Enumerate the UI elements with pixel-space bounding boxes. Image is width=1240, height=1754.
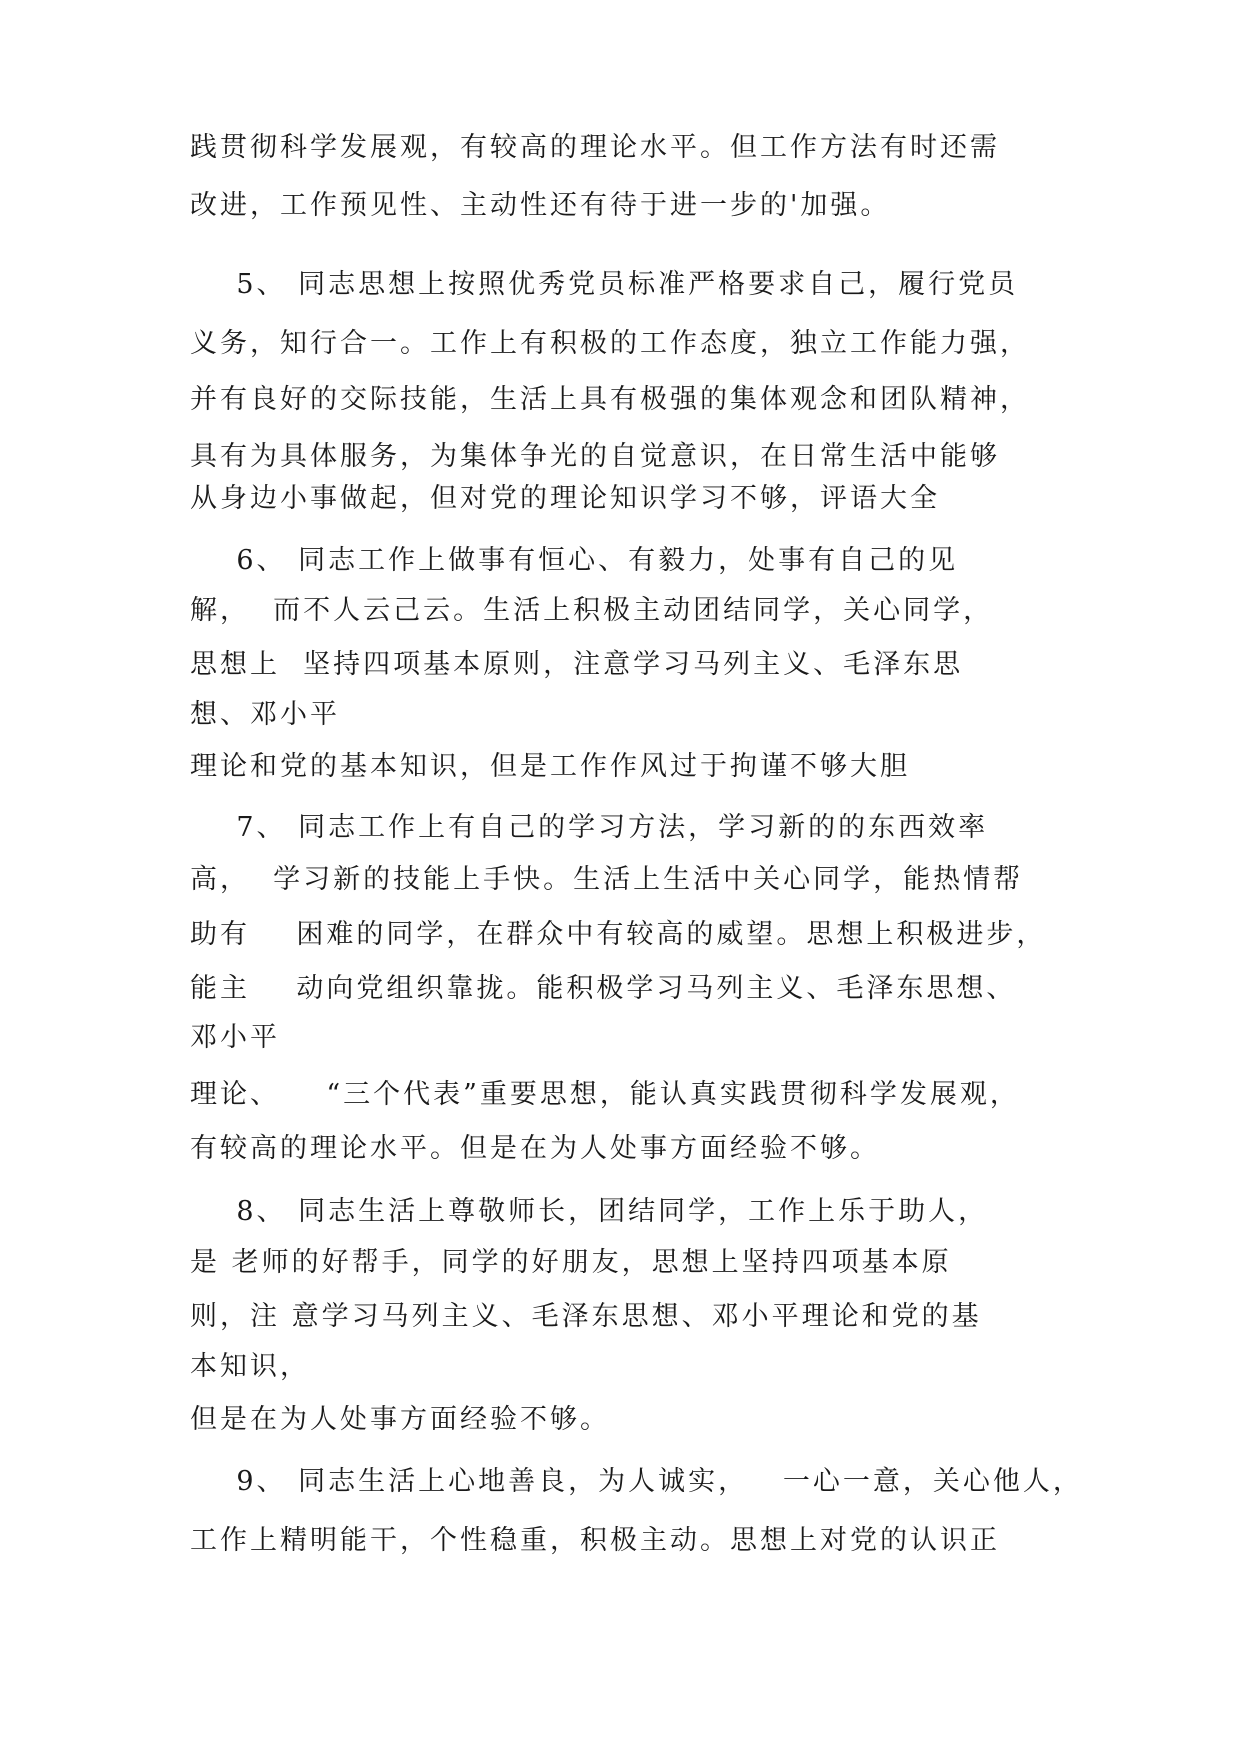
text-line: 践贯彻科学发展观，有较高的理论水平。但工作方法有时还需 [190,132,1000,163]
text-line: 工作上精明能干，个性稳重，积极主动。思想上对党的认识正 [190,1525,1000,1556]
text-line: 高， 学习新的技能上手快。生活上生活中关心同学，能热情帮 [190,864,1024,895]
text-line: 理论和党的基本知识，但是工作作风过于拘谨不够大胆 [190,751,910,782]
text-line: 7、 同志工作上有自己的学习方法，学习新的的东西效率 [190,812,989,843]
text-line: 是 老师的好帮手，同学的好朋友，思想上坚持四项基本原 [190,1247,952,1278]
text-line: 5、 同志思想上按照优秀党员标准严格要求自己，履行党员 [190,269,1019,300]
text-line: 从身边小事做起，但对党的理论知识学习不够，评语大全 [190,483,940,514]
text-line: 则，注 意学习马列主义、毛泽东思想、邓小平理论和党的基 [190,1301,982,1332]
text-line: 具有为具体服务，为集体争光的自觉意识，在日常生活中能够 [190,441,1000,472]
text-line: 8、 同志生活上尊敬师长，团结同学，工作上乐于助人， [190,1196,989,1227]
text-line: 本知识， [190,1351,310,1382]
text-line: 助有 困难的同学，在群众中有较高的威望。思想上积极进步， [190,919,1047,950]
text-line: 有较高的理论水平。但是在为人处事方面经验不够。 [190,1133,880,1164]
text-line: 想、邓小平 [190,699,340,730]
text-line: 但是在为人处事方面经验不够。 [190,1404,610,1435]
text-line: 6、 同志工作上做事有恒心、有毅力，处事有自己的见 [190,545,959,576]
text-line: 改进，工作预见性、主动性还有待于进一步的'加强。 [190,190,891,221]
text-line: 解， 而不人云己云。生活上积极主动团结同学，关心同学， [190,595,994,626]
text-line: 并有良好的交际技能，生活上具有极强的集体观念和团队精神， [190,384,1030,415]
text-line: 思想上 坚持四项基本原则，注意学习马列主义、毛泽东思 [190,649,964,680]
text-line: 能主 动向党组织靠拢。能积极学习马列主义、毛泽东思想、 [190,973,1017,1004]
text-line: 9、 同志生活上心地善良，为人诚实， 一心一意，关心他人， [190,1466,1083,1497]
text-line: 义务，知行合一。工作上有积极的工作态度，独立工作能力强， [190,328,1030,359]
text-line: 邓小平 [190,1022,280,1053]
text-line: 理论、 “三个代表”重要思想，能认真实践贯彻科学发展观， [190,1079,1020,1110]
